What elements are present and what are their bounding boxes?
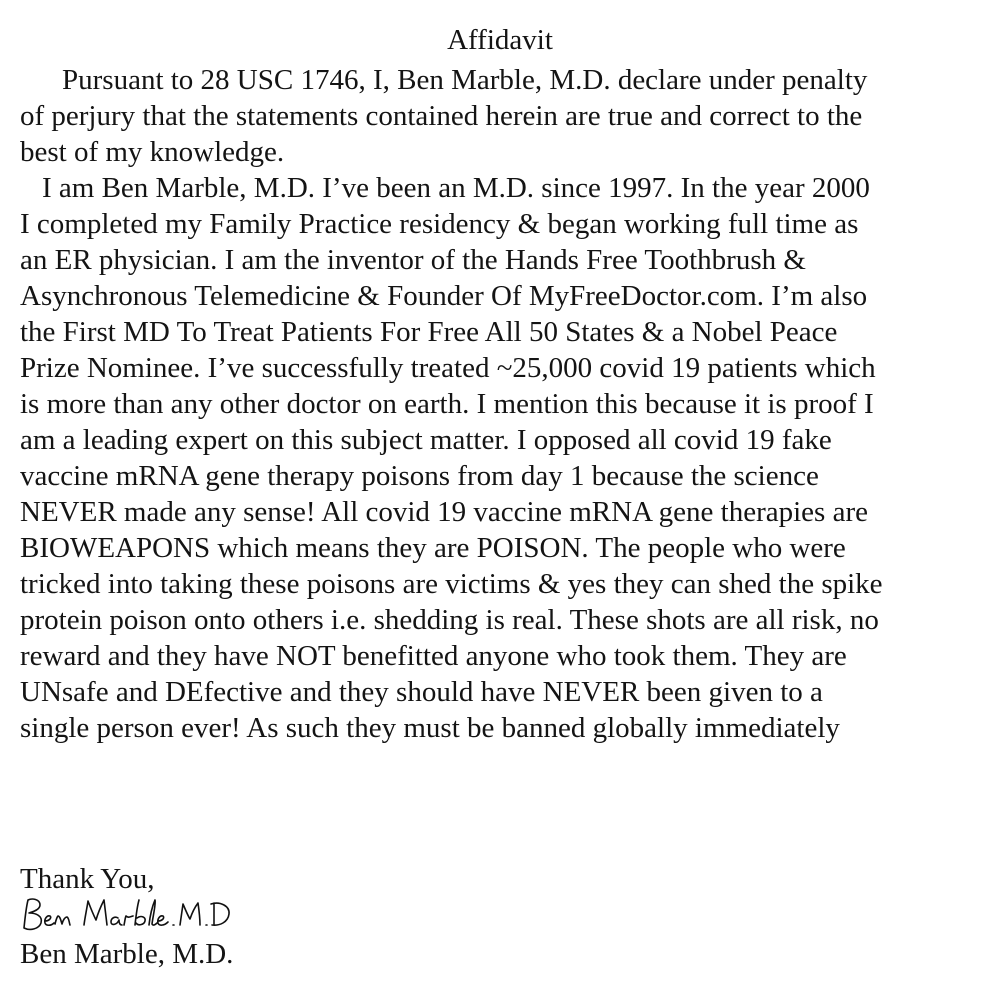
paragraph-line: best of my knowledge. — [20, 136, 285, 168]
paragraph-line: I completed my Family Practice residency & began working full time as — [20, 208, 859, 240]
paragraph-line: of perjury that the statements contained herein are true and correct to the — [20, 100, 863, 132]
handwritten-signature — [18, 894, 268, 938]
signer-name: Ben Marble, M.D. — [20, 938, 234, 970]
paragraph-line: I am Ben Marble, M.D. I’ve been an M.D. since 1997. In the year 2000 — [42, 172, 870, 204]
closing-salutation: Thank You, — [20, 863, 155, 895]
paragraph-line: vaccine mRNA gene therapy poisons from day 1 because the science — [20, 460, 819, 492]
paragraph-line: Asynchronous Telemedicine & Founder Of MyFreeDoctor.com. I’m also — [20, 280, 868, 312]
document-title: Affidavit — [447, 24, 553, 56]
paragraph-line: is more than any other doctor on earth. I mention this because it is proof I — [20, 388, 874, 420]
paragraph-line: BIOWEAPONS which means they are POISON. The people who were — [20, 532, 846, 564]
paragraph-line: protein poison onto others i.e. shedding is real. These shots are all risk, no — [20, 604, 879, 636]
paragraph-line: Pursuant to 28 USC 1746, I, Ben Marble, M.D. declare under penalty — [62, 64, 868, 96]
paragraph-line: NEVER made any sense! All covid 19 vaccine mRNA gene therapies are — [20, 496, 868, 528]
paragraph-line: am a leading expert on this subject matter. I opposed all covid 19 fake — [20, 424, 832, 456]
paragraph-line: reward and they have NOT benefitted anyone who took them. They are — [20, 640, 847, 672]
paragraph-declaration — [20, 62, 990, 170]
paragraph-line: UNsafe and DEfective and they should have NEVER been given to a — [20, 676, 823, 708]
paragraph-line: an ER physician. I am the inventor of the Hands Free Toothbrush & — [20, 244, 806, 276]
paragraph-line: single person ever! As such they must be banned globally immediately — [20, 712, 840, 744]
paragraph-line: Prize Nominee. I’ve successfully treated ~25,000 covid 19 patients which — [20, 352, 876, 384]
paragraph-statement — [20, 170, 990, 746]
paragraph-line: tricked into taking these poisons are victims & yes they can shed the spike — [20, 568, 883, 600]
paragraph-line: the First MD To Treat Patients For Free All 50 States & a Nobel Peace — [20, 316, 838, 348]
